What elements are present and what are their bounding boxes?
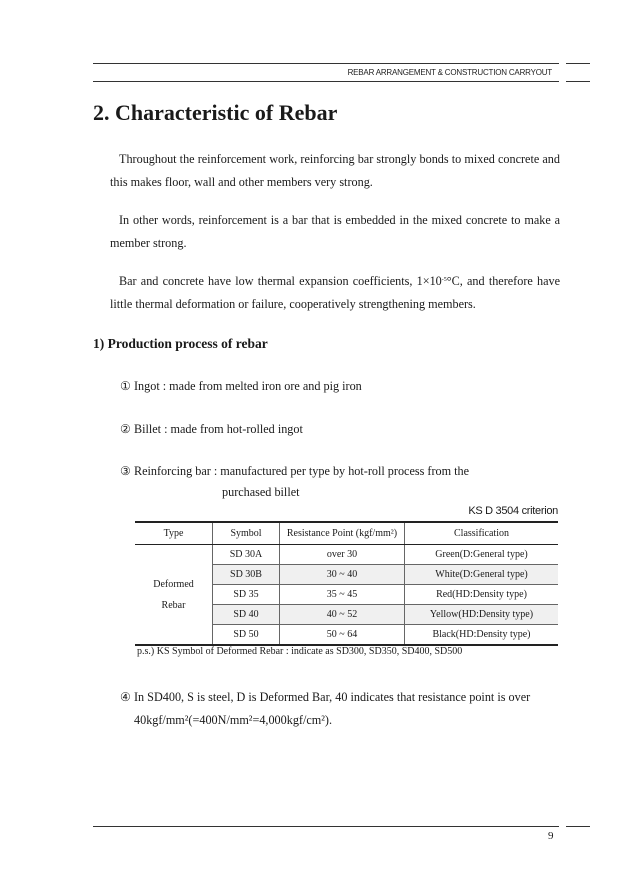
- symbol-cell: SD 30B: [213, 565, 280, 585]
- rebar-table: [135, 521, 558, 646]
- classification-cell: Black(HD:Density type): [405, 625, 559, 646]
- page-number: 9: [548, 830, 554, 842]
- header-rule-stub-bottom: [566, 81, 590, 82]
- resistance-cell: 50 ~ 64: [280, 625, 405, 646]
- paragraph-3: [110, 270, 560, 316]
- header-type: Type: [135, 522, 213, 545]
- table-note: p.s.) KS Symbol of Deformed Rebar : indicate as SD300, SD350, SD400, SD500: [137, 646, 463, 657]
- classification-cell: White(D:General type): [405, 565, 559, 585]
- process-item-4-line-2: 40kgf/mm²(=400N/mm²=4,000kgf/cm²).: [134, 713, 333, 727]
- running-header: REBAR ARRANGEMENT & CONSTRUCTION CARRYOUT: [347, 68, 552, 77]
- classification-cell: Yellow(HD:Density type): [405, 605, 559, 625]
- header-symbol: Symbol: [213, 522, 280, 545]
- paragraph-2-text: In other words, reinforcement is a bar that is embedded in the mixed concrete to make a member strong.: [110, 213, 560, 250]
- paragraph-2: [110, 209, 560, 255]
- process-item-2: ② Billet : made from hot-rolled ingot: [120, 422, 303, 436]
- process-item-3-line-2: purchased billet: [222, 485, 300, 499]
- process-item-3-line-1: ③ Reinforcing bar : manufactured per type by hot-roll process from the: [120, 464, 470, 478]
- header-rule-stub-top: [566, 63, 590, 64]
- resistance-cell: 40 ~ 52: [280, 605, 405, 625]
- header-rule-main: [93, 63, 559, 64]
- symbol-cell: SD 35: [213, 585, 280, 605]
- resistance-cell: 35 ~ 45: [280, 585, 405, 605]
- paragraph-3-text-a: Bar and concrete have low thermal expansion coefficients, 1×10: [119, 274, 442, 288]
- process-item-1: ① Ingot : made from melted iron ore and pig iron: [120, 379, 362, 393]
- subsection-title: 1) Production process of rebar: [93, 336, 268, 351]
- footer-rule-stub: [566, 826, 590, 827]
- classification-cell: Green(D:General type): [405, 545, 559, 565]
- type-line-1: Deformed: [153, 578, 194, 590]
- process-item-4-line-1: ④ In SD400, S is steel, D is Deformed Bar, 40 indicates that resistance point is over: [120, 690, 531, 704]
- type-cell: [135, 545, 213, 646]
- table-caption: KS D 3504 criterion: [468, 505, 558, 517]
- section-title: 2. Characteristic of Rebar: [93, 100, 338, 125]
- header-rule-bottom: [93, 81, 559, 82]
- header-resistance: Resistance Point (kgf/mm²): [280, 522, 405, 545]
- classification-cell: Red(HD:Density type): [405, 585, 559, 605]
- paragraph-3-exponent: -5: [441, 277, 447, 283]
- symbol-cell: SD 50: [213, 625, 280, 646]
- table-header-row: [135, 522, 558, 545]
- footer-rule-main: [93, 826, 559, 827]
- resistance-cell: over 30: [280, 545, 405, 565]
- symbol-cell: SD 40: [213, 605, 280, 625]
- symbol-cell: SD 30A: [213, 545, 280, 565]
- paragraph-1: [110, 148, 560, 194]
- header-classification: Classification: [405, 522, 559, 545]
- table-row: [135, 545, 558, 565]
- paragraph-3-text-b: °C, and therefore have little thermal deformation or failure, cooperatively strengthening members.: [110, 274, 560, 311]
- type-line-2: Rebar: [161, 599, 186, 611]
- resistance-cell: 30 ~ 40: [280, 565, 405, 585]
- paragraph-1-text: Throughout the reinforcement work, reinforcing bar strongly bonds to mixed concrete and this makes floor, wall and other members very strong.: [110, 152, 560, 189]
